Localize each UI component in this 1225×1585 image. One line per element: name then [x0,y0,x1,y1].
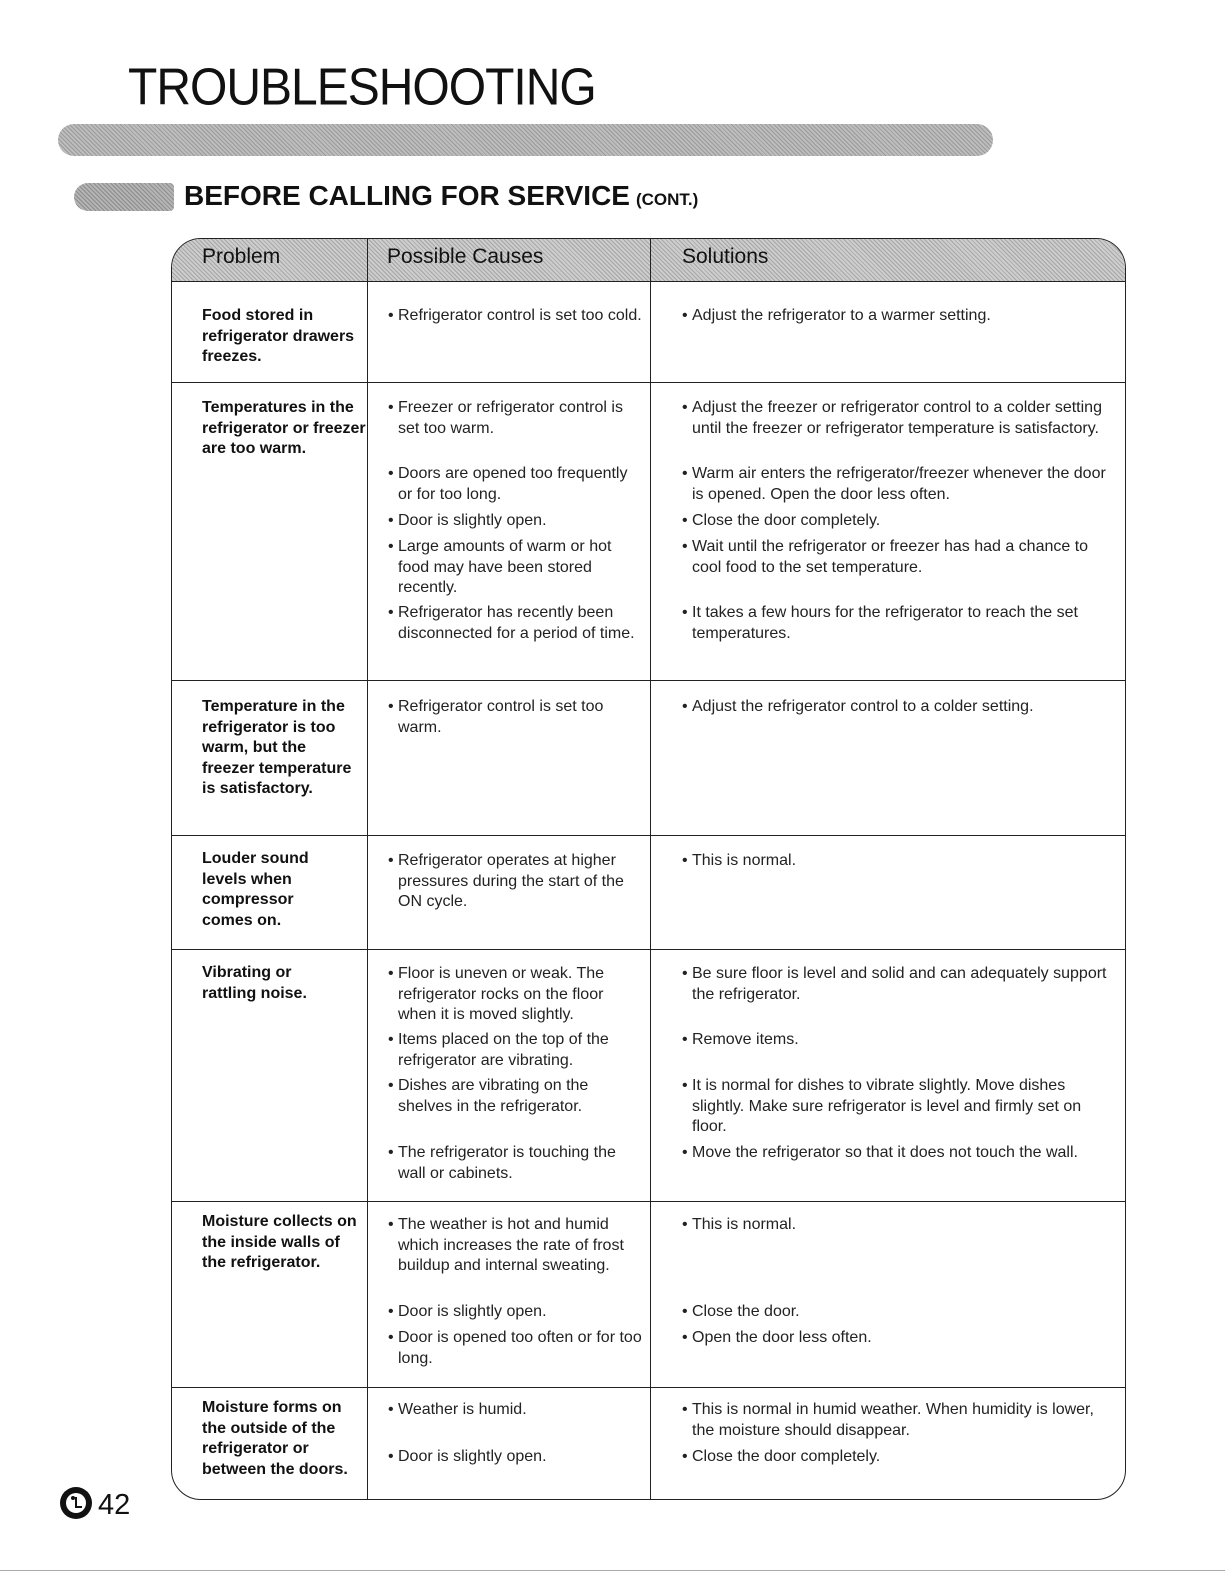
row-divider [172,382,1125,383]
solution-item: • Wait until the refrigerator or freezer has had a chance to cool food to the set temperature. [682,538,1089,576]
cause-item: • Door is opened too often or for too long. [388,1329,642,1367]
page-title: TROUBLESHOOTING [128,59,596,117]
solution-item: • Open the door less often. [682,1329,872,1346]
solution-item: • Move the refrigerator so that it does not touch the wall. [682,1144,1078,1161]
section-title: BEFORE CALLING FOR SERVICE [184,180,630,211]
cause-item: • Door is slightly open. [388,1303,547,1320]
solution-item: • Warm air enters the refrigerator/freezer whenever the door is opened. Open the door less often. [682,465,1106,503]
cause-item: • The refrigerator is touching the wall or cabinets. [388,1144,616,1182]
cause-item: • Large amounts of warm or hot food may have been stored recently. [388,538,612,596]
section-marker-icon [74,183,174,211]
row-divider [172,680,1125,681]
problem-text: Vibrating or rattling noise. [202,964,307,1002]
column-header-causes: Possible Causes [387,245,544,268]
cause-item: • Freezer or refrigerator control is set too warm. [388,399,623,437]
problem-text: Moisture forms on the outside of the refrigerator or between the doors. [202,1399,348,1478]
solution-item: • Close the door completely. [682,1448,881,1465]
row-divider [172,1387,1125,1388]
cause-item: • Doors are opened too frequently or for too long. [388,465,628,503]
cause-item: • Floor is uneven or weak. The refrigerator rocks on the floor when it is moved slightly. [388,965,605,1023]
column-divider [367,239,368,1499]
page-number: 42 [98,1489,131,1521]
solution-item: • Adjust the freezer or refrigerator control to a colder setting until the freezer or refrigerator temperature is satisfactory. [682,399,1102,437]
solution-item: • This is normal. [682,852,797,869]
cause-item: • Refrigerator operates at higher pressures during the start of the ON cycle. [388,852,624,910]
solution-item: • Close the door. [682,1303,800,1320]
cause-item: • Weather is humid. [388,1401,527,1418]
row-divider [172,949,1125,950]
solution-item: • Adjust the refrigerator to a warmer setting. [682,307,991,324]
section-suffix: (CONT.) [635,190,699,209]
solution-item: • It is normal for dishes to vibrate slightly. Move dishes slightly. Make sure refrigerator is level and firmly set on floor. [682,1077,1082,1135]
solution-item: • Close the door completely. [682,512,881,529]
cause-item: • The weather is hot and humid which increases the rate of frost buildup and internal sweating. [388,1216,624,1274]
cause-item: • Door is slightly open. [388,512,547,529]
cause-item: • Items placed on the top of the refrigerator are vibrating. [388,1031,609,1069]
troubleshooting-table [171,238,1126,1500]
page-edge-divider [0,1570,1225,1571]
title-decorative-bar [58,124,993,156]
table-header-row [172,239,1125,282]
cause-item: • Refrigerator control is set too cold. [388,307,642,324]
problem-text: Food stored in refrigerator drawers freezes. [202,307,355,365]
row-divider [172,1201,1125,1202]
section-heading [184,180,698,212]
problem-text: Temperatures in the refrigerator or freezer are too warm. [202,399,366,457]
solution-item: • This is normal. [682,1216,797,1233]
row-divider [172,835,1125,836]
cause-item: • Door is slightly open. [388,1448,547,1465]
solution-item: • It takes a few hours for the refrigerator to reach the set temperatures. [682,604,1078,642]
column-header-problem: Problem [202,245,281,268]
cause-item: • Refrigerator has recently been disconnected for a period of time. [388,604,635,642]
solution-item: • Remove items. [682,1031,799,1048]
cause-item: • Dishes are vibrating on the shelves in the refrigerator. [388,1077,589,1115]
solution-item: • This is normal in humid weather. When humidity is lower, the moisture should disappear. [682,1401,1094,1439]
column-divider [650,239,651,1499]
column-header-solutions: Solutions [682,245,769,268]
solution-item: • Adjust the refrigerator control to a colder setting. [682,698,1034,715]
lg-logo-icon [60,1487,92,1519]
solution-item: • Be sure floor is level and solid and can adequately support the refrigerator. [682,965,1107,1003]
problem-text: Moisture collects on the inside walls of the refrigerator. [202,1213,357,1271]
cause-item: • Refrigerator control is set too warm. [388,698,604,736]
problem-text: Louder sound levels when compressor comes on. [202,850,309,929]
problem-text: Temperature in the refrigerator is too warm, but the freezer temperature is satisfactory. [202,698,352,797]
